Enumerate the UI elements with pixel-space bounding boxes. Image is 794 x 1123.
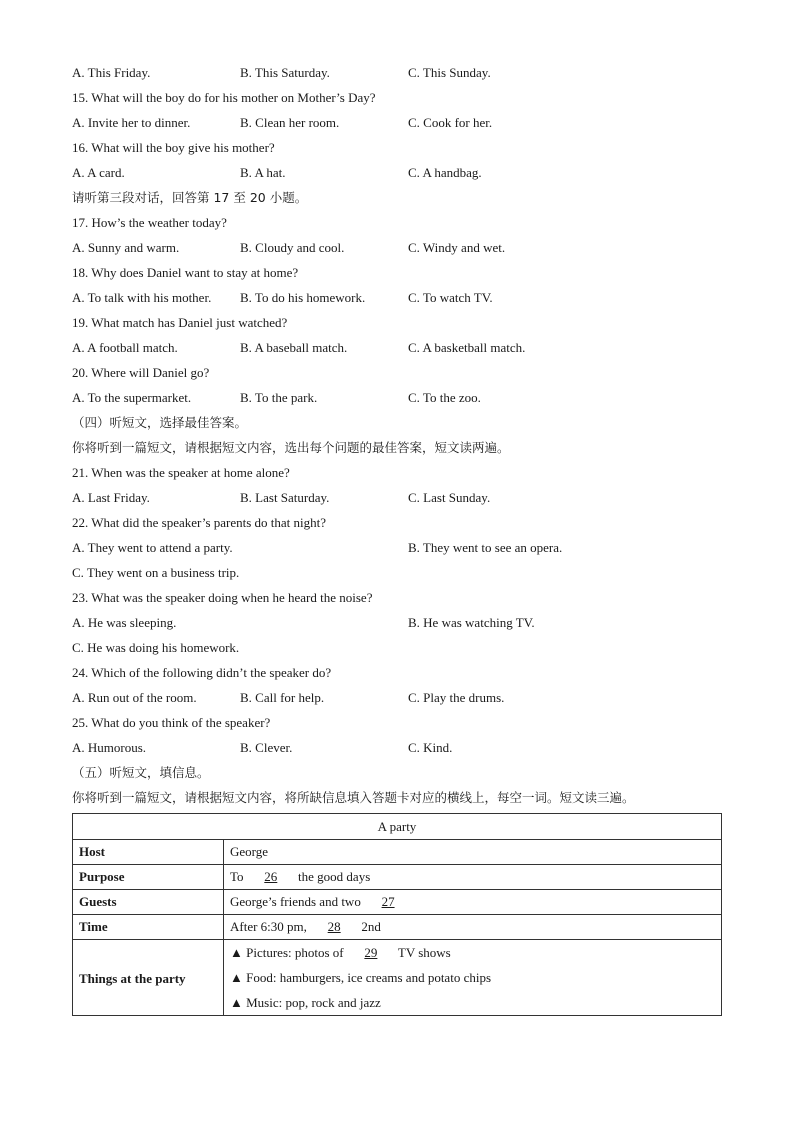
option-b: B. Call for help.: [240, 690, 325, 705]
blank-27: 27: [381, 894, 395, 909]
option-c: C. A handbag.: [408, 165, 482, 180]
q24-options: [72, 688, 722, 713]
option-b: B. Last Saturday.: [240, 490, 330, 505]
option-b: B. A baseball match.: [240, 340, 348, 355]
option-b: B. Cloudy and cool.: [240, 240, 345, 255]
text: After 6:30 pm,: [230, 919, 307, 934]
row-value: [224, 915, 722, 940]
option-b: B. This Saturday.: [240, 65, 330, 80]
text: To: [230, 869, 244, 884]
text: George’s friends and two: [230, 894, 361, 909]
q16-options: [72, 163, 722, 188]
option-b: B. Clever.: [240, 740, 293, 755]
food-line: ▲ Food: hamburgers, ice creams and potato chips: [230, 970, 492, 985]
option-a: A. Last Friday.: [72, 490, 150, 505]
q23-options-ab: [72, 613, 722, 638]
part-4-instruction: 你将听到一篇短文，请根据短文内容，选出每个问题的最佳答案，短文读两遍。: [72, 440, 510, 455]
party-info-table: [72, 813, 722, 1016]
question-21: 21. When was the speaker at home alone?: [72, 465, 290, 480]
question-17: 17. How’s the weather today?: [72, 215, 227, 230]
option-c: C. Play the drums.: [408, 690, 505, 705]
question-18: 18. Why does Daniel want to stay at home?: [72, 265, 299, 280]
option-a: A. Sunny and warm.: [72, 240, 180, 255]
q22-options-ab: [72, 538, 722, 563]
row-value: [224, 865, 722, 890]
question-15: 15. What will the boy do for his mother on Mother’s Day?: [72, 90, 376, 105]
option-c: C. Cook for her.: [408, 115, 493, 130]
text: TV shows: [397, 945, 451, 960]
q14-options: [72, 63, 722, 88]
q21-options: [72, 488, 722, 513]
option-a: A. A football match.: [72, 340, 178, 355]
table-row-things: [73, 940, 722, 1016]
q20-options: [72, 388, 722, 413]
row-value: George: [224, 840, 722, 865]
worksheet-content: [72, 63, 722, 1016]
option-c: C. To the zoo.: [408, 390, 481, 405]
question-25: 25. What do you think of the speaker?: [72, 715, 271, 730]
option-a: A. This Friday.: [72, 65, 151, 80]
option-a: A. He was sleeping.: [72, 615, 177, 630]
option-c: C. A basketball match.: [408, 340, 526, 355]
pictures-line: [230, 940, 715, 965]
option-a: A. Humorous.: [72, 740, 147, 755]
option-b: B. A hat.: [240, 165, 286, 180]
option-c: C. They went on a business trip.: [72, 565, 240, 580]
text: the good days: [298, 869, 371, 884]
option-a: A. They went to attend a party.: [72, 540, 233, 555]
part-4-title: （四）听短文，选择最佳答案。: [72, 415, 248, 430]
option-b: B. They went to see an opera.: [408, 540, 563, 555]
question-22: 22. What did the speaker’s parents do that night?: [72, 515, 327, 530]
option-c: C. To watch TV.: [408, 290, 493, 305]
row-value: [224, 940, 722, 1016]
option-c: C. This Sunday.: [408, 65, 491, 80]
q17-options: [72, 238, 722, 263]
blank-29: 29: [364, 945, 378, 960]
option-a: A. To the supermarket.: [72, 390, 192, 405]
q23-options-c: [72, 638, 722, 663]
table-row-purpose: [73, 865, 722, 890]
option-b: B. He was watching TV.: [408, 615, 535, 630]
q15-options: [72, 113, 722, 138]
option-b: B. To do his homework.: [240, 290, 366, 305]
option-c: C. He was doing his homework.: [72, 640, 240, 655]
section-3-instruction: 请听第三段对话，回答第 17 至 20 小题。: [72, 190, 308, 205]
row-label: Purpose: [73, 865, 224, 890]
q25-options: [72, 738, 722, 763]
question-20: 20. Where will Daniel go?: [72, 365, 210, 380]
option-b: B. To the park.: [240, 390, 318, 405]
option-c: C. Windy and wet.: [408, 240, 506, 255]
part-5-instruction: 你将听到一篇短文，请根据短文内容，将所缺信息填入答题卡对应的横线上，每空一词。短文读三遍。: [72, 790, 635, 805]
text: 2nd: [361, 919, 381, 934]
row-label: Guests: [73, 890, 224, 915]
option-a: A. Invite her to dinner.: [72, 115, 191, 130]
table-row-host: [73, 840, 722, 865]
q18-options: [72, 288, 722, 313]
option-c: C. Last Sunday.: [408, 490, 491, 505]
row-label: Host: [73, 840, 224, 865]
table-row-time: [73, 915, 722, 940]
table-title: A party: [73, 814, 722, 840]
text: ▲ Pictures: photos of: [230, 945, 344, 960]
row-label: Time: [73, 915, 224, 940]
table-row-guests: [73, 890, 722, 915]
question-23: 23. What was the speaker doing when he heard the noise?: [72, 590, 373, 605]
question-19: 19. What match has Daniel just watched?: [72, 315, 288, 330]
row-label: Things at the party: [73, 940, 224, 1016]
option-c: C. Kind.: [408, 740, 453, 755]
q22-options-c: [72, 563, 722, 588]
blank-26: 26: [264, 869, 278, 884]
question-24: 24. Which of the following didn’t the speaker do?: [72, 665, 332, 680]
blank-28: 28: [327, 919, 341, 934]
option-b: B. Clean her room.: [240, 115, 340, 130]
option-a: A. Run out of the room.: [72, 690, 197, 705]
row-value: [224, 890, 722, 915]
q19-options: [72, 338, 722, 363]
part-5-title: （五）听短文，填信息。: [72, 765, 210, 780]
option-a: A. A card.: [72, 165, 125, 180]
music-line: ▲ Music: pop, rock and jazz: [230, 995, 381, 1010]
question-16: 16. What will the boy give his mother?: [72, 140, 275, 155]
option-a: A. To talk with his mother.: [72, 290, 212, 305]
